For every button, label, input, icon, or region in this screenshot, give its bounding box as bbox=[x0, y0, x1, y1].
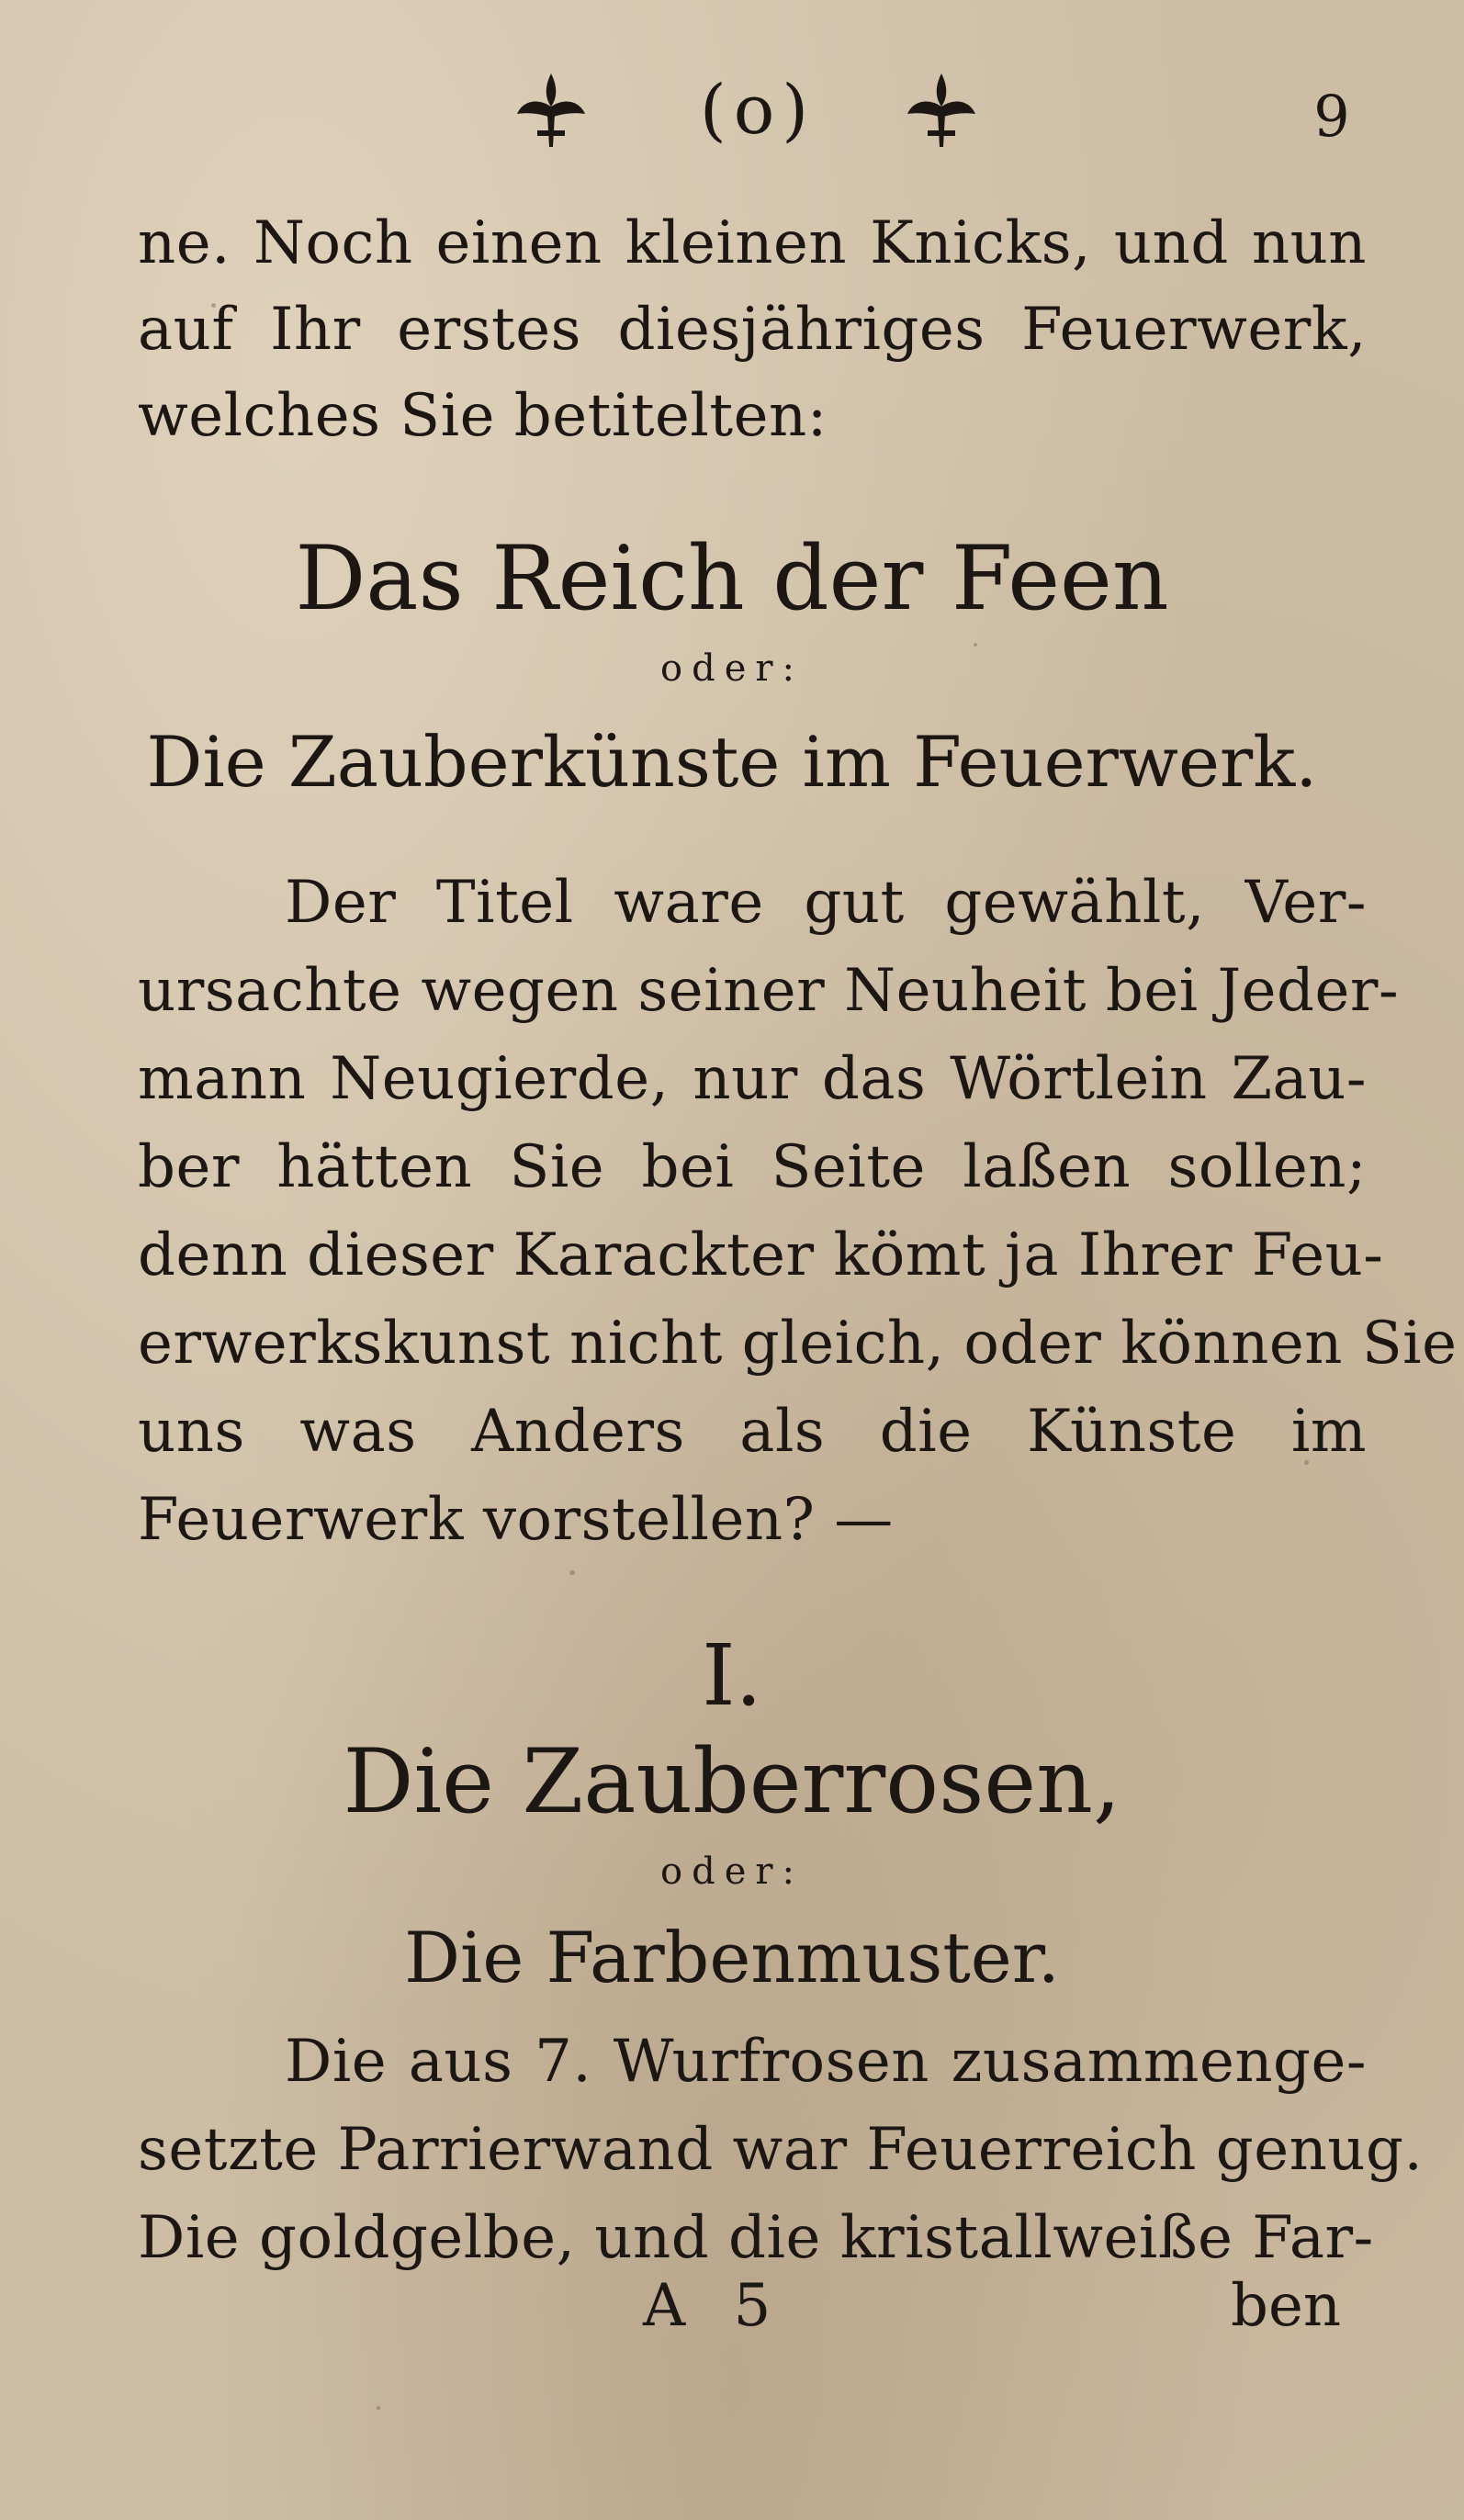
section-numeral: I. bbox=[702, 1626, 762, 1725]
text-line: Die goldgelbe, und die kristallweiße Far- bbox=[138, 2204, 1374, 2272]
section-connector: oder: bbox=[660, 1851, 804, 1893]
text-line-content: Der Titel ware gut gewählt, Ver- bbox=[285, 869, 1367, 937]
text-line: setzte Parrierwand war Feuerreich genug. bbox=[138, 2116, 1424, 2184]
catchword: ben bbox=[1231, 2272, 1342, 2340]
work-title: Das Reich der Feen bbox=[295, 527, 1169, 630]
running-head-center: (o) bbox=[699, 71, 816, 150]
text-line: erwerkskunst nicht gleich, oder können Sie bbox=[138, 1310, 1458, 1378]
text-line: auf Ihr erstes diesjähriges Feuerwerk, bbox=[138, 296, 1367, 364]
work-subtitle: Die Zauberkünste im Feuerwerk. bbox=[146, 721, 1318, 803]
section-title: Die Zauberrosen, bbox=[343, 1730, 1121, 1833]
paper-speck bbox=[377, 2406, 380, 2410]
page-number: 9 bbox=[1313, 83, 1350, 150]
text-line: ursachte wegen seiner Neuheit bei Jeder- bbox=[138, 957, 1400, 1025]
text-line: welches Sie betitelten: bbox=[138, 382, 828, 450]
text-line: ne. Noch einen kleinen Knicks, und nun bbox=[138, 209, 1367, 277]
text-line-content: Die aus 7. Wurfrosen zusammenge- bbox=[285, 2028, 1367, 2096]
text-line: ber hätten Sie bei Seite laßen sollen; bbox=[138, 1133, 1367, 1201]
page-footer bbox=[0, 2265, 1464, 2357]
fleuron-ornament-icon bbox=[900, 66, 983, 158]
text-line: Feuerwerk vorstellen? — bbox=[138, 1486, 894, 1554]
running-head bbox=[0, 57, 1464, 167]
text-line bbox=[138, 863, 1367, 942]
text-line bbox=[138, 2022, 1367, 2101]
section-subtitle: Die Farbenmuster. bbox=[404, 1917, 1060, 1998]
text-line: denn dieser Karackter kömt ja Ihrer Feu- bbox=[138, 1221, 1384, 1289]
text-line: uns was Anders als die Künste im bbox=[138, 1398, 1367, 1466]
signature-mark: A 5 bbox=[643, 2272, 786, 2340]
text-line: mann Neugierde, nur das Wörtlein Zau- bbox=[138, 1045, 1367, 1113]
paper-speck bbox=[569, 1570, 575, 1575]
title-connector: oder: bbox=[660, 647, 804, 690]
fleuron-ornament-icon bbox=[510, 66, 592, 158]
